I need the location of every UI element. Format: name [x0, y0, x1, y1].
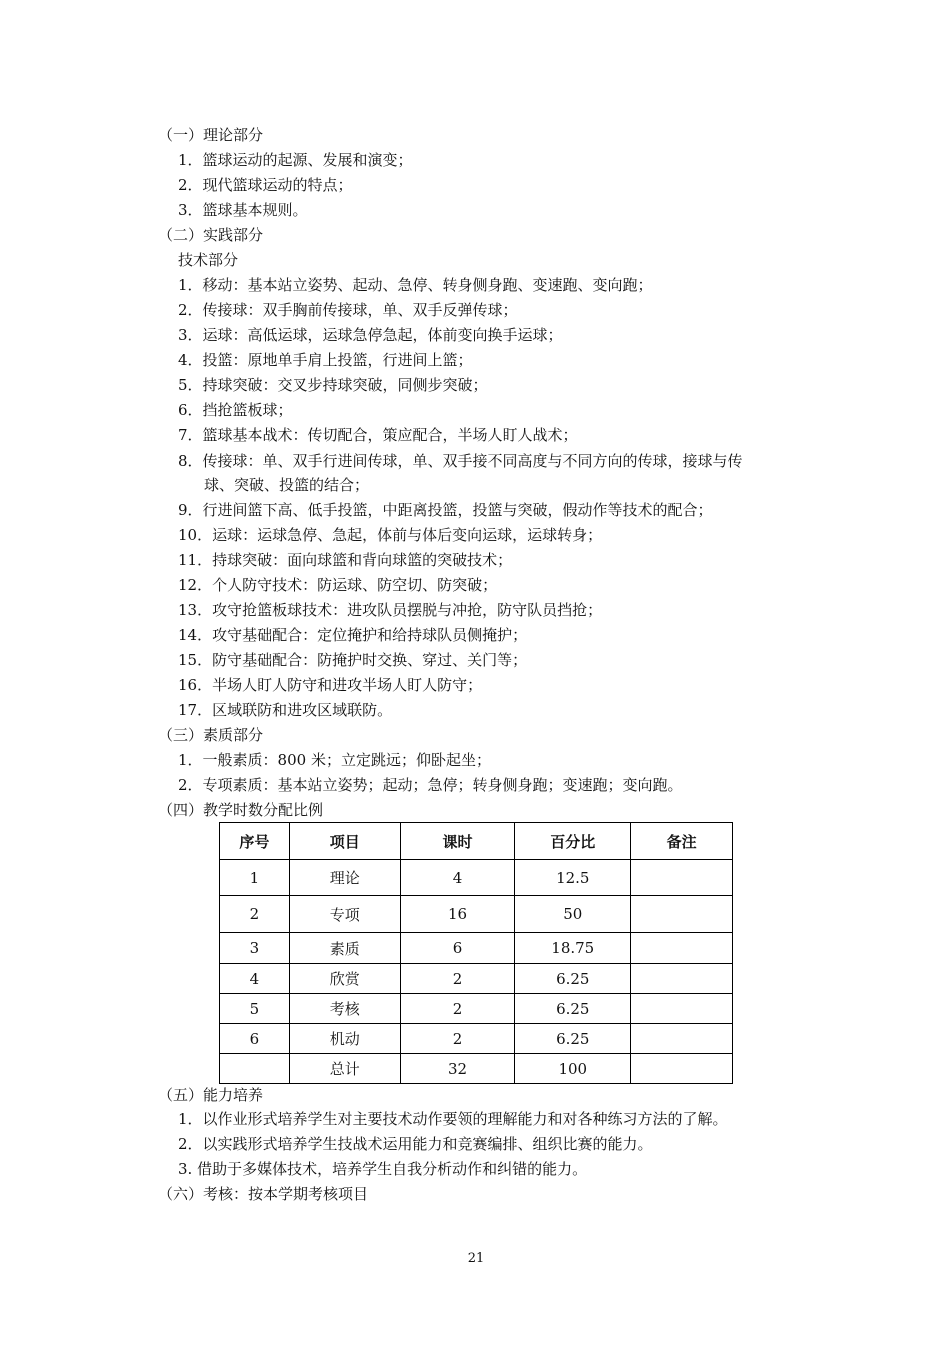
table-cell: 6.25 [515, 994, 631, 1024]
list-item: 3．运球：高低运球，运球急停急起，体前变向换手运球； [178, 326, 563, 344]
table-cell: 2 [400, 1024, 515, 1054]
table-cell: 3 [220, 933, 290, 964]
list-item: 2．现代篮球运动的特点； [178, 176, 353, 194]
table-cell [631, 1024, 733, 1054]
table-cell [631, 964, 733, 994]
table-cell: 2 [220, 896, 290, 933]
table-cell: 2 [400, 994, 515, 1024]
table-cell: 6 [220, 1024, 290, 1054]
list-item: 3. 借助于多媒体技术，培养学生自我分析动作和纠错的能力。 [178, 1160, 588, 1178]
list-item: 2．专项素质：基本站立姿势；起动；急停；转身侧身跑；变速跑；变向跑。 [178, 776, 683, 794]
table-cell [631, 860, 733, 896]
table-cell: 6.25 [515, 1024, 631, 1054]
table-row [220, 933, 733, 964]
list-item: 9．行进间篮下高、低手投篮，中距离投篮，投篮与突破，假动作等技术的配合； [178, 501, 713, 519]
table-cell: 12.5 [515, 860, 631, 896]
section-fitness-title: （三）素质部分 [158, 726, 264, 744]
list-item: 2．传接球：双手胸前传接球，单、双手反弹传球； [178, 301, 518, 319]
list-item: 3．篮球基本规则。 [178, 201, 308, 219]
table-cell: 1 [220, 860, 290, 896]
list-item: 1．一般素质：800 米；立定跳远；仰卧起坐； [178, 751, 491, 769]
table-cell [631, 896, 733, 933]
list-item: 14．攻守基础配合：定位掩护和给持球队员侧掩护； [178, 626, 528, 644]
table-cell: 100 [515, 1054, 631, 1084]
table-cell: 16 [400, 896, 515, 933]
list-item: 12．个人防守技术：防运球、防空切、防突破； [178, 576, 498, 594]
table-cell: 4 [400, 860, 515, 896]
section-practice-title: （二）实践部分 [158, 226, 264, 244]
table-cell: 素质 [289, 933, 400, 964]
section-assessment-title: （六）考核：按本学期考核项目 [158, 1185, 369, 1203]
list-item: 1．篮球运动的起源、发展和演变； [178, 151, 413, 169]
table-row [220, 896, 733, 933]
list-item: 8．传接球：单、双手行进间传球，单、双手接不同高度与不同方向的传球，接球与传 [178, 452, 743, 470]
table-cell: 32 [400, 1054, 515, 1084]
list-item: 15．防守基础配合：防掩护时交换、穿过、关门等； [178, 651, 528, 669]
table-row [220, 994, 733, 1024]
list-item: 5．持球突破：交叉步持球突破，同侧步突破； [178, 376, 488, 394]
table-cell: 18.75 [515, 933, 631, 964]
table-cell: 6 [400, 933, 515, 964]
table-cell: 2 [400, 964, 515, 994]
header-cell: 序号 [220, 823, 290, 860]
section-ability-title: （五）能力培养 [158, 1086, 264, 1104]
table-cell [631, 933, 733, 964]
table-cell: 欣赏 [289, 964, 400, 994]
table-row [220, 860, 733, 896]
table-row [220, 1054, 733, 1084]
table-cell [631, 1054, 733, 1084]
list-item: 1．以作业形式培养学生对主要技术动作要领的理解能力和对各种练习方法的了解。 [178, 1110, 728, 1128]
table-row [220, 964, 733, 994]
list-item: 7．篮球基本战术：传切配合，策应配合，半场人盯人战术； [178, 426, 578, 444]
table-cell [220, 1054, 290, 1084]
list-item: 17．区域联防和进攻区域联防。 [178, 701, 393, 719]
list-item: 11．持球突破：面向球篮和背向球篮的突破技术； [178, 551, 513, 569]
section-technique-subtitle: 技术部分 [178, 251, 239, 269]
header-cell: 备注 [631, 823, 733, 860]
header-cell: 项目 [289, 823, 400, 860]
hours-distribution-table [219, 822, 733, 1084]
list-item: 16．半场人盯人防守和进攻半场人盯人防守； [178, 676, 483, 694]
table-cell: 4 [220, 964, 290, 994]
header-cell: 课时 [400, 823, 515, 860]
table-cell: 专项 [289, 896, 400, 933]
table-header-row [220, 823, 733, 860]
list-item: 2．以实践形式培养学生技战术运用能力和竞赛编排、组织比赛的能力。 [178, 1135, 653, 1153]
table-cell: 6.25 [515, 964, 631, 994]
list-item-continuation: 球、突破、投篮的结合； [204, 476, 370, 494]
table-cell: 理论 [289, 860, 400, 896]
table-row [220, 1024, 733, 1054]
list-item: 13．攻守抢篮板球技术：进攻队员摆脱与冲抢，防守队员挡抢； [178, 601, 603, 619]
list-item: 6．挡抢篮板球； [178, 401, 293, 419]
table-cell: 50 [515, 896, 631, 933]
table-cell: 机动 [289, 1024, 400, 1054]
table-cell [631, 994, 733, 1024]
table-cell: 考核 [289, 994, 400, 1024]
section-theory-title: （一）理论部分 [158, 126, 264, 144]
list-item: 10．运球：运球急停、急起，体前与体后变向运球，运球转身； [178, 526, 603, 544]
table-cell: 总计 [289, 1054, 400, 1084]
page-number: 21 [467, 1251, 485, 1266]
table-cell: 5 [220, 994, 290, 1024]
header-cell: 百分比 [515, 823, 631, 860]
section-hours-title: （四）教学时数分配比例 [158, 801, 324, 819]
list-item: 1．移动：基本站立姿势、起动、急停、转身侧身跑、变速跑、变向跑； [178, 276, 653, 294]
list-item: 4．投篮：原地单手肩上投篮，行进间上篮； [178, 351, 473, 369]
